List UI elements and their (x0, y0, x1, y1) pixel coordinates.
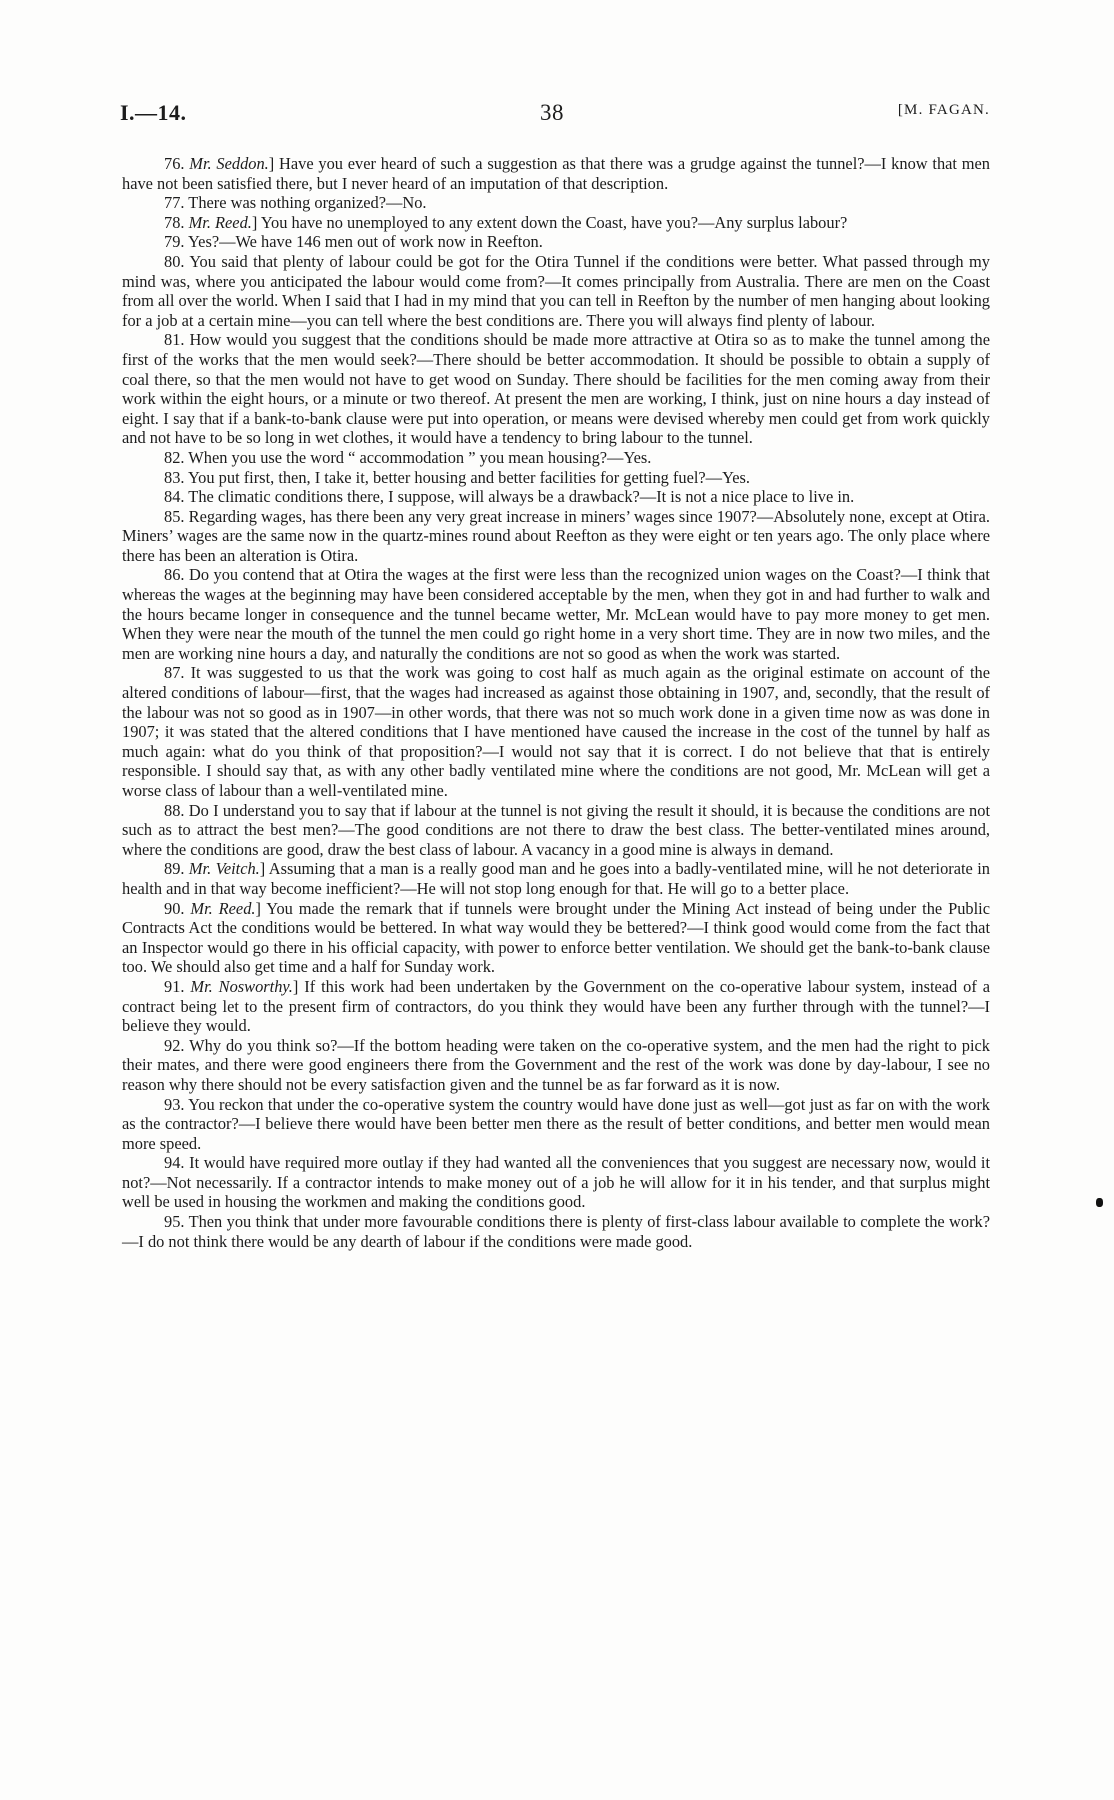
question-text: It was suggested to us that the work was going to cost half as much again as the original estimate on account of the altered conditions of labour—first, that the wages had increased as against those obtaining in 1907, and, secondly, that the result of the labour was not so good as in 1907—in other words, that there was not so much work done in a given time now as was done in 1907; it was stated that the altered conditions that I have mentioned have caused the increase in the cost of the tunnel by half as much again: what do you think of that proposition?—I would not say that it is correct. I do not believe that that is entirely responsible. I should say that, as with any other badly ventilated mine where the conditions are not good, Mr. McLean will get a worse class of labour than a well-ventilated mine. (122, 663, 990, 800)
question-answer (122, 252, 990, 330)
question-answer (122, 899, 990, 977)
question-answer (122, 859, 990, 898)
question-text: Regarding wages, has there been any very great increase in miners’ wages since 1907?—Absolutely none, except at Otira. Miners’ wages are the same now in the quartz-mines round about Reefton as they were eight or ten years ago. The only place where there has been an alteration is Otira. (122, 506, 990, 565)
question-number: 95. (164, 1212, 185, 1232)
speaker-bracket: ] (259, 859, 266, 879)
question-number: 85. (164, 506, 185, 526)
question-text: You put first, then, I take it, better housing and better facilities for getting fuel?—Yes. (184, 467, 751, 487)
question-answer (122, 977, 990, 1036)
question-number: 83. (164, 467, 185, 487)
question-text: You made the remark that if tunnels were brought under the Mining Act instead of being under the Public Contracts Act the conditions would be bettered. In what way would they be bettered?—I think good would come from the fact that an Inspector would go there in his official capacity, with power to enforce better ventilation. We should get the bank-to-bank clause too. We should also get time and a half for Sunday work. (122, 898, 990, 977)
question-number: 77. (164, 193, 185, 213)
question-text: If this work had been undertaken by the Government on the co-operative labour system, instead of a contract being let to the present firm of contractors, do you think they would have been any further through with the tunnel?—I believe they would. (122, 976, 990, 1036)
question-answer (122, 232, 990, 252)
speaker-name: Mr. Veitch. (188, 859, 260, 879)
question-text: Yes?—We have 146 men out of work now in Reefton. (184, 232, 543, 252)
question-text: Then you think that under more favourable conditions there is plenty of first-class labour available to complete the work?—I do not think there would be any dearth of labour if the conditions were made good. (122, 1212, 990, 1251)
ink-mark (1096, 1198, 1103, 1207)
question-text: When you use the word “ accommodation ” you mean housing?—Yes. (184, 447, 652, 467)
question-number: 87. (164, 663, 185, 683)
question-number: 80. (164, 251, 185, 271)
question-number: 81. (164, 330, 185, 350)
question-answer (122, 801, 990, 860)
question-number: 82. (164, 447, 185, 467)
page-number: 38 (540, 100, 564, 125)
question-text: How would you suggest that the conditions should be made more attractive at Otira so as to make the tunnel among the first of the works that the men would seek?—There should be better accommodation. It should be possible to obtain a supply of coal there, so that the men would not have to get wood on Sunday. There should be facilities for the men coming away from their work within the eight hours, or a minute or two thereof. At present the men are working, I think, just on nine hours a day instead of eight. I say that if a bank-to-bank clause were put into operation, or means were devised whereby men could get from work quickly and not have to be so long in wet clothes, it would have a tendency to bring labour to the tunnel. (122, 330, 990, 448)
question-answer (122, 1036, 990, 1095)
question-number: 91. (164, 976, 185, 996)
question-text: Assuming that a man is a really good man and he goes into a badly-ventilated mine, will he not deteriorate in health and in that way become inefficient?—He will not stop long enough for that. He will go to a better place. (122, 859, 990, 898)
question-answer (122, 330, 990, 448)
question-answer (122, 487, 990, 507)
speaker-name: Mr. Reed. (188, 212, 252, 232)
report-reference: I.—14. (120, 100, 187, 125)
question-text: Do you contend that at Otira the wages at the first were less than the recognized union wages on the Coast?—I think that whereas the wages at the beginning may have been considered acceptable by the men, when they got in and had further to walk and the hours became longer in consequence and the tunnel became wetter, Mr. McLean would have to pay more money to get men. When they were near the mouth of the tunnel the men could go right home in a very short time. They are in now two miles, and the men are working nine hours a day, and naturally the conditions are not so good as when the work was started. (122, 565, 990, 663)
question-answer (122, 1212, 990, 1251)
question-text: The climatic conditions there, I suppose, will always be a drawback?—It is not a nice place to live in. (184, 487, 855, 507)
question-number: 88. (164, 800, 185, 820)
question-number: 94. (164, 1153, 185, 1173)
question-number: 93. (164, 1094, 185, 1114)
question-text: You reckon that under the co-operative system the country would have done just as well—got just as far on with the work as the contractor?—I believe there would have been better men there as the result of better conditions, and better men would mean more speed. (122, 1094, 990, 1153)
question-number: 79. (164, 232, 185, 252)
speaker-name: Mr. Seddon. (189, 154, 269, 173)
question-text: Do I understand you to say that if labour at the tunnel is not giving the result it should, it is because the conditions are not such as to attract the best men?—The good conditions are not there to draw the best class. The better-ventilated mines around, where the conditions are good, draw the best class of labour. A vacancy in a good mine is always in demand. (122, 800, 990, 859)
question-answer (122, 663, 990, 800)
question-answer (122, 468, 990, 488)
witness-name: [M. FAGAN. (897, 102, 990, 118)
page-header (120, 100, 990, 134)
question-number: 76. (164, 154, 185, 173)
question-number: 78. (164, 212, 185, 232)
question-number: 90. (164, 898, 185, 918)
question-text: It would have required more outlay if they had wanted all the conveniences that you suggest are necessary now, would it not?—Not necessarily. If a contractor intends to make money out of a job he will allow for it in his tender, and that surplus might well be used in housing the workmen and making the conditions good. (122, 1153, 990, 1212)
question-number: 89. (164, 859, 185, 879)
speaker-bracket: ] (268, 154, 275, 173)
speaker-bracket: ] (255, 898, 261, 918)
speaker-bracket: ] (292, 976, 299, 996)
question-answer (122, 213, 990, 233)
question-answer (122, 1095, 990, 1154)
question-answer (122, 507, 990, 566)
question-text: You have no unemployed to any extent down the Coast, have you?—Any surplus labour? (257, 212, 848, 232)
question-number: 86. (164, 565, 185, 585)
question-answer (122, 1153, 990, 1212)
question-answer (122, 154, 990, 193)
speaker-name: Mr. Reed. (190, 898, 256, 918)
speaker-name: Mr. Nosworthy. (190, 976, 293, 996)
question-text: There was nothing organized?—No. (184, 193, 427, 213)
evidence-transcript (122, 154, 990, 1251)
question-text: Why do you think so?—If the bottom heading were taken on the co-operative system, and the men had the right to pick their mates, and there were good engineers there from the Government and the rest of the work was done by day-labour, I see no reason why there should not be every satisfaction given and the tunnel be as far forward as it is now. (122, 1035, 990, 1094)
question-number: 84. (164, 487, 185, 507)
question-text: You said that plenty of labour could be got for the Otira Tunnel if the conditions were better. What passed through my mind was, where you anticipated the labour would come from?—It comes principally from Australia. There are men on the Coast from all over the world. When I said that I had in my mind that you can tell in Reefton by the number of men hanging about looking for a job at a certain mine—you can tell where the best conditions are. There you will always find plenty of labour. (122, 251, 990, 330)
question-answer (122, 448, 990, 468)
question-answer (122, 565, 990, 663)
speaker-bracket: ] (251, 212, 258, 232)
question-number: 92. (164, 1035, 185, 1055)
question-text: Have you ever heard of such a suggestion as that there was a grudge against the tunnel?—I know that men have not been satisfied there, but I never heard of an imputation of that description. (122, 154, 990, 193)
question-answer (122, 193, 990, 213)
